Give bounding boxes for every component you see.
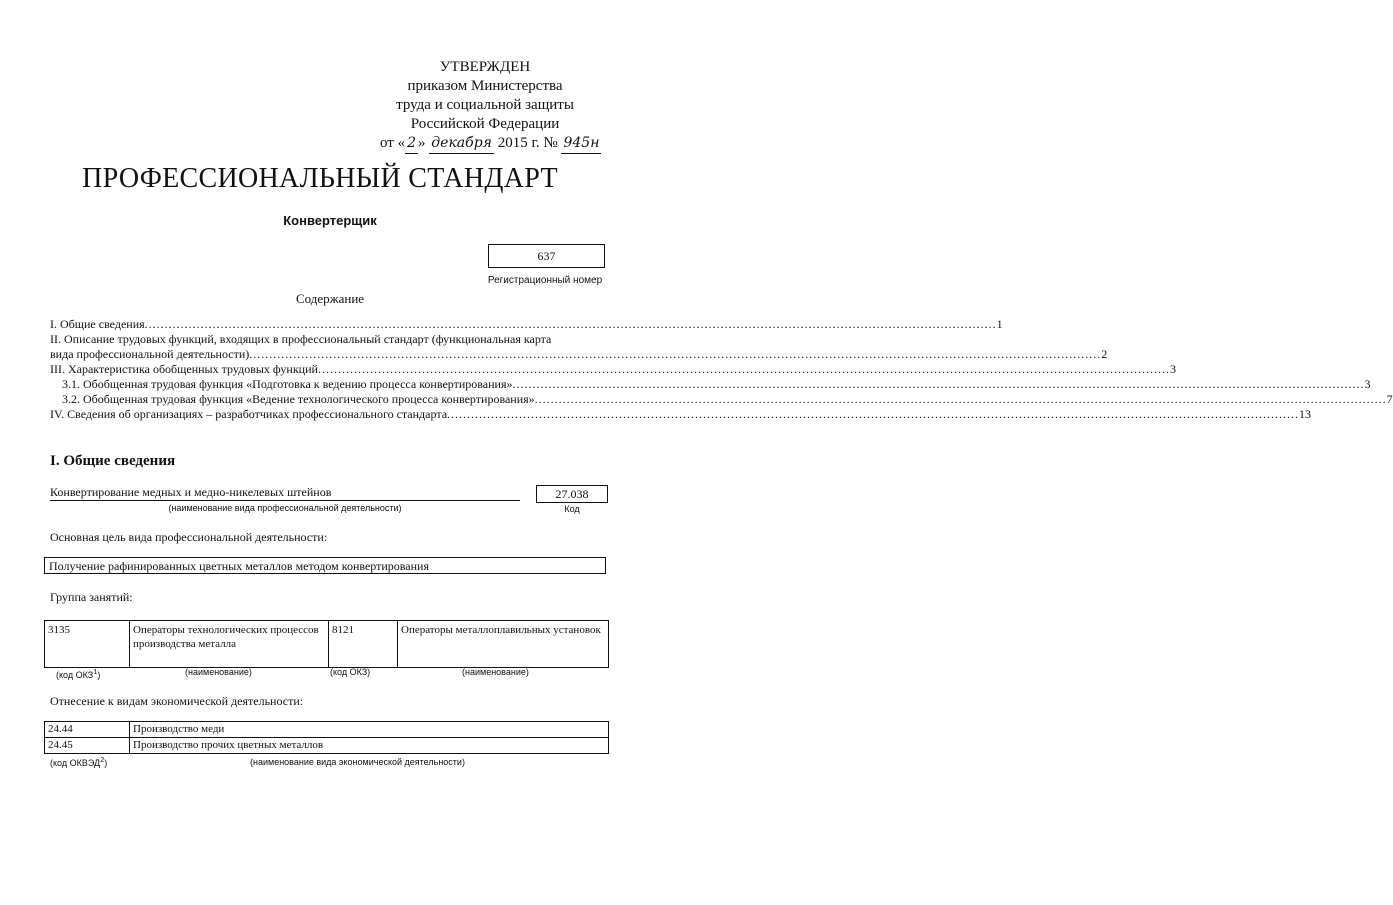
toc-item-page: 2 xyxy=(1101,347,1108,361)
okved-name-cell: Производство прочих цветных металлов xyxy=(130,738,609,754)
toc-leader: ..................................................................................................................................................................................................................... xyxy=(447,407,1300,421)
caption-text: ) xyxy=(97,670,101,680)
activity-caption: (наименование вида профессиональной деятельности) xyxy=(168,503,402,513)
approval-line-2: приказом Министерства xyxy=(407,78,563,94)
toc-item[interactable] xyxy=(50,392,1393,407)
okz-code-caption xyxy=(56,667,100,680)
approval-line-4: Российской Федерации xyxy=(410,116,560,132)
date-day: 2 xyxy=(405,134,418,154)
name-caption: (наименование) xyxy=(185,667,252,677)
group-label: Группа занятий: xyxy=(50,590,133,604)
toc-item[interactable] xyxy=(50,347,1108,362)
toc-item-text: II. Описание трудовых функций, входящих в профессиональный стандарт (функциональная карта xyxy=(50,332,552,346)
table-of-contents xyxy=(50,317,1393,422)
okved-code-cell: 24.45 xyxy=(45,738,130,754)
table-row xyxy=(45,722,609,738)
activity-name: Конвертирование медных и медно-никелевых штейнов xyxy=(50,485,520,501)
okved-name-caption: (наименование вида экономической деятельности) xyxy=(250,757,465,767)
toc-item-page: 3 xyxy=(1169,362,1176,376)
footnote-mark: 1 xyxy=(93,667,98,676)
document-title: ПРОФЕССИОНАЛЬНЫЙ СТАНДАРТ xyxy=(82,163,558,194)
toc-item-text: III. Характеристика обобщенных трудовых функций xyxy=(50,362,318,376)
date-month: декабря xyxy=(429,134,494,154)
caption-text: ) xyxy=(104,758,108,768)
toc-item[interactable] xyxy=(50,362,1176,377)
activity-code-box: 27.038 xyxy=(536,485,608,503)
okz-code-cell: 8121 xyxy=(329,621,398,668)
okved-table xyxy=(44,721,609,754)
toc-leader: ..................................................................................................................................................................................................................... xyxy=(144,317,997,331)
toc-item-text: 3.1. Обобщенная трудовая функция «Подготовка к ведению процесса конвертирования» xyxy=(62,377,513,391)
toc-leader: ..................................................................................................................................................................................................................... xyxy=(534,392,1387,406)
toc-heading: Содержание xyxy=(295,291,365,306)
toc-item-text: вида профессиональной деятельности) xyxy=(50,347,250,361)
okved-code-caption xyxy=(50,755,107,768)
caption-text: (код ОКЗ xyxy=(56,670,94,680)
toc-item-page: 7 xyxy=(1386,392,1393,406)
okved-code-cell: 24.44 xyxy=(45,722,130,738)
toc-leader: ..................................................................................................................................................................................................................... xyxy=(249,347,1102,361)
approval-line-3: труда и социальной защиты xyxy=(396,97,574,113)
goal-label: Основная цель вида профессиональной деятельности: xyxy=(50,530,328,544)
toc-item-text: IV. Сведения об организациях – разработчиках профессионального стандарта xyxy=(50,407,448,421)
caption-text: (код ОКВЭД xyxy=(50,758,101,768)
name-caption: (наименование) xyxy=(462,667,529,677)
occupation-group-table xyxy=(44,620,609,668)
toc-item-text: I. Общие сведения xyxy=(50,317,145,331)
toc-item[interactable] xyxy=(50,332,610,347)
section-heading: I. Общие сведения xyxy=(50,453,176,469)
date-prefix: от « xyxy=(380,135,406,151)
okz-name-cell: Операторы технологических процессов производства металла xyxy=(130,621,329,668)
date-year: 2015 г. № xyxy=(497,135,558,151)
toc-item[interactable] xyxy=(50,407,1312,422)
toc-item-text: 3.2. Обобщенная трудовая функция «Ведение технологического процесса конвертирования» xyxy=(62,392,535,406)
toc-item-page: 13 xyxy=(1299,407,1312,421)
toc-item[interactable] xyxy=(50,317,1003,332)
approval-block xyxy=(380,58,600,154)
okz-code-caption: (код ОКЗ) xyxy=(330,667,371,677)
registration-number-box: 637 xyxy=(488,244,605,268)
okved-name-cell: Производство меди xyxy=(130,722,609,738)
date-mid: » xyxy=(418,135,426,151)
order-number: 945н xyxy=(561,134,601,154)
profession-title: Конвертерщик xyxy=(283,213,377,228)
approval-date-line xyxy=(380,134,600,154)
footnote-mark: 2 xyxy=(100,755,105,764)
table-row xyxy=(45,738,609,754)
toc-leader: ..................................................................................................................................................................................................................... xyxy=(512,377,1365,391)
okz-name-cell: Операторы металлоплавильных установок xyxy=(398,621,609,668)
toc-item[interactable] xyxy=(50,377,1371,392)
toc-item-page: 3 xyxy=(1364,377,1371,391)
goal-text-box: Получение рафинированных цветных металлов методом конвертирования xyxy=(44,557,606,574)
table-row xyxy=(45,621,609,668)
okz-code-cell: 3135 xyxy=(45,621,130,668)
toc-item-page: 1 xyxy=(996,317,1003,331)
code-caption: Код xyxy=(564,504,580,514)
approval-line-1: УТВЕРЖДЕН xyxy=(439,59,531,75)
toc-leader: ..................................................................................................................................................................................................................... xyxy=(317,362,1170,376)
registration-label: Регистрационный номер xyxy=(487,275,603,286)
econ-label: Отнесение к видам экономической деятельности: xyxy=(50,694,304,708)
